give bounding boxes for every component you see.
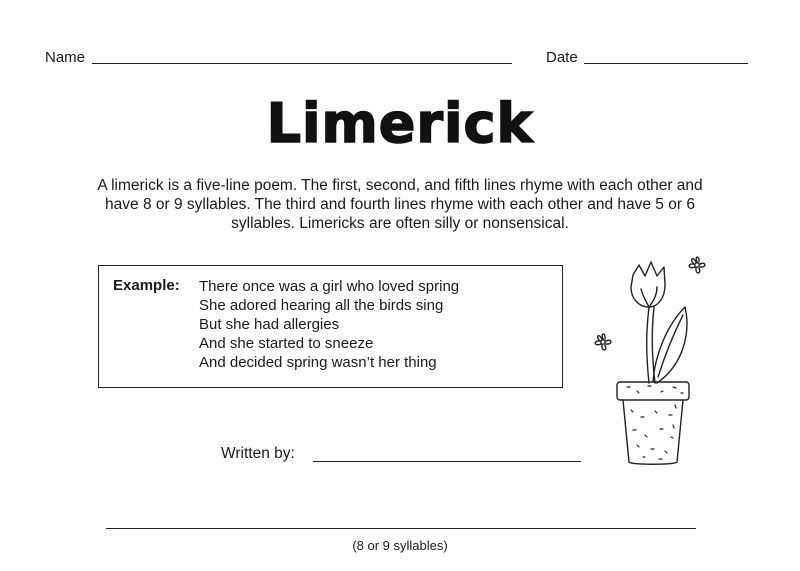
page-title: Limerick [266, 92, 534, 155]
example-label: Example: [113, 277, 180, 294]
small-flower-icon [595, 334, 611, 350]
date-field[interactable] [584, 63, 748, 64]
syllable-hint: (8 or 9 syllables) [352, 538, 448, 553]
name-label: Name [45, 49, 86, 66]
example-box [98, 265, 563, 388]
date-label: Date [546, 49, 578, 66]
poem-line: She adored hearing all the birds sing [199, 297, 444, 314]
flower-pot-icon [585, 245, 720, 470]
poem-line: And decided spring wasn’t her thing [199, 354, 437, 371]
name-field[interactable] [92, 63, 512, 64]
small-flower-icon [689, 257, 705, 273]
intro-paragraph: A limerick is a five-line poem. The first, second, and fifth lines rhyme with each other and have 8 or 9 syllables. The third and fourth lines rhyme with each other and have 5 or 6 syllables. Limericks are often silly or nonsensical. [97, 177, 703, 232]
poem-line: But she had allergies [199, 316, 340, 333]
poem-line: There once was a girl who loved spring [199, 278, 460, 295]
example-poem [199, 277, 459, 372]
poem-line-field[interactable] [106, 528, 696, 529]
written-by-field[interactable] [313, 461, 581, 462]
poem-line: And she started to sneeze [199, 335, 374, 352]
written-by-label: Written by: [221, 445, 295, 462]
